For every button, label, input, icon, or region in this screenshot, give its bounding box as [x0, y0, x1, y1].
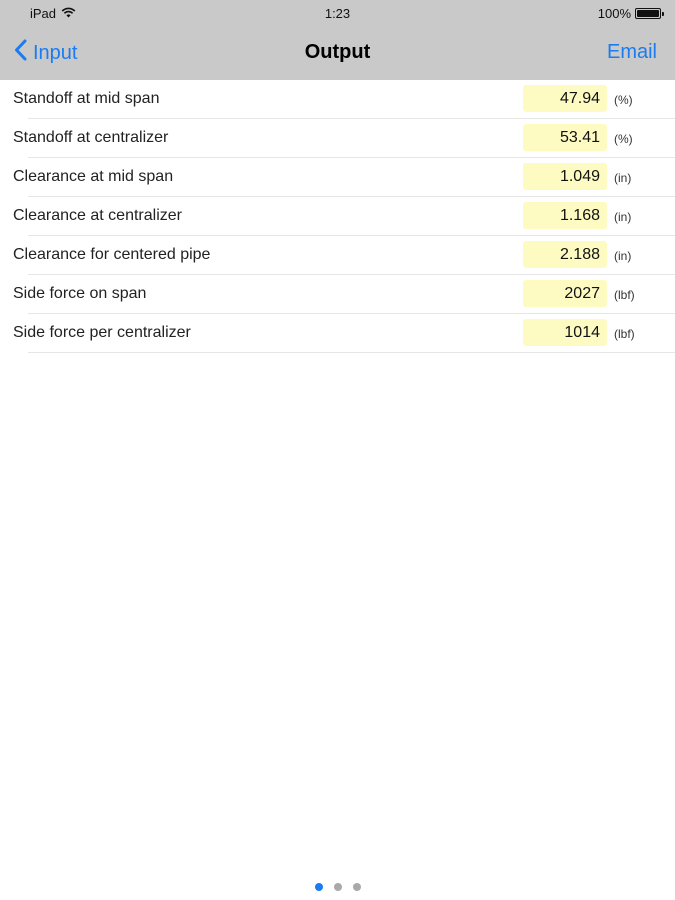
row-divider [28, 352, 675, 353]
list-item [0, 80, 675, 119]
navigation-bar [0, 26, 675, 80]
row-label: Standoff at centralizer [13, 129, 169, 146]
header [0, 0, 675, 80]
row-value: 53.41 [523, 124, 607, 151]
email-button[interactable]: Email [606, 41, 657, 63]
list-item [0, 275, 675, 314]
status-time: 1:23 [324, 6, 351, 21]
row-unit: (in) [614, 171, 632, 185]
row-value: 1.049 [523, 163, 607, 190]
row-unit: (lbf) [614, 327, 635, 341]
back-button-label: Input [33, 41, 78, 64]
battery-icon [635, 8, 661, 19]
row-label: Clearance at centralizer [13, 207, 182, 224]
list-item [0, 119, 675, 158]
page-dot-active[interactable] [315, 883, 323, 891]
output-list [0, 80, 675, 353]
list-item [0, 314, 675, 353]
page-control[interactable] [0, 883, 675, 891]
row-value: 2027 [523, 280, 607, 307]
status-right [598, 6, 661, 21]
row-unit: (%) [614, 93, 633, 107]
status-bar [0, 0, 675, 26]
row-unit: (in) [614, 249, 632, 263]
row-label: Standoff at mid span [13, 90, 160, 107]
row-value: 2.188 [523, 241, 607, 268]
page-dot[interactable] [353, 883, 361, 891]
page-dot[interactable] [334, 883, 342, 891]
row-unit: (lbf) [614, 288, 635, 302]
device-name: iPad [30, 6, 57, 21]
row-value: 1.168 [523, 202, 607, 229]
row-value: 1014 [523, 319, 607, 346]
row-value: 47.94 [523, 85, 607, 112]
row-label: Side force on span [13, 285, 147, 302]
list-item [0, 197, 675, 236]
battery-percentage: 100% [597, 6, 631, 21]
row-label: Clearance for centered pipe [13, 246, 211, 263]
list-item [0, 236, 675, 275]
row-unit: (in) [614, 210, 632, 224]
row-unit: (%) [614, 132, 633, 146]
row-label: Side force per centralizer [13, 324, 191, 341]
list-item [0, 158, 675, 197]
row-label: Clearance at mid span [13, 168, 174, 185]
page-title: Output [304, 41, 371, 63]
